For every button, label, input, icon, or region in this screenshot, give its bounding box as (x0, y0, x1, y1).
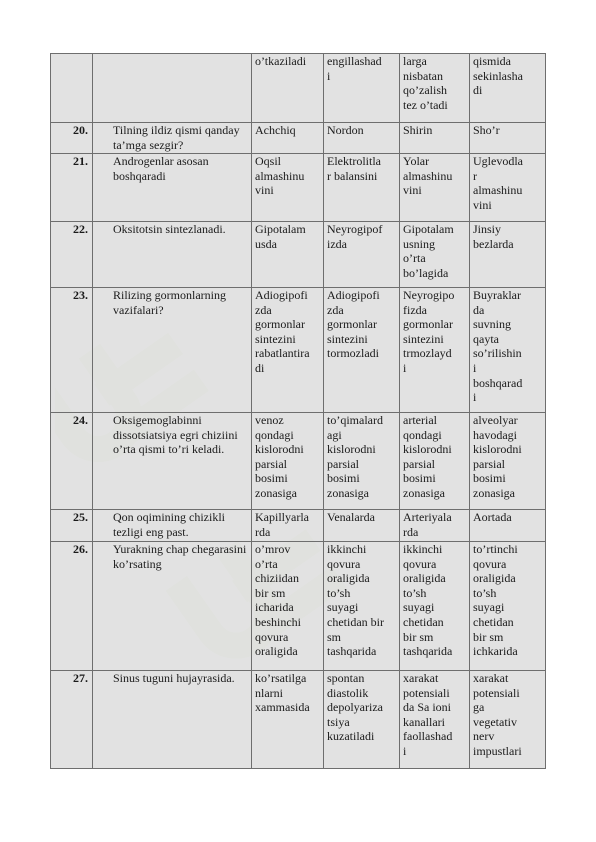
table-row (51, 510, 546, 542)
answer-d: Jinsiy bezlarda (470, 222, 546, 288)
answer-a: venoz qondagi kislorodni parsial bosimi zonasiga (252, 413, 324, 510)
answer-c: Arteriyala rda (400, 510, 470, 542)
answer-b: spontan diastolik depolyariza tsiya kuzatiladi (324, 671, 400, 769)
question-text (93, 54, 252, 123)
question-text: Sinus tuguni hujayrasida. (93, 671, 252, 769)
answer-c: ikkinchi qovura oraligida to’sh suyagi chetidan bir sm tashqarida (400, 542, 470, 671)
answer-b: Neyrogipof izda (324, 222, 400, 288)
answer-a: Adiogipofi zda gormonlar sintezini rabatlantira di (252, 288, 324, 413)
answer-d: qismida sekinlasha di (470, 54, 546, 123)
table-row (51, 54, 546, 123)
answer-b: Nordon (324, 123, 400, 154)
table-row (51, 671, 546, 769)
question-number (51, 54, 93, 123)
question-number: 21. (51, 154, 93, 222)
answer-a: Gipotalam usda (252, 222, 324, 288)
answer-b: ikkinchi qovura oraligida to’sh suyagi chetidan bir sm tashqarida (324, 542, 400, 671)
question-number: 26. (51, 542, 93, 671)
answer-a: Kapillyarla rda (252, 510, 324, 542)
answer-c: Shirin (400, 123, 470, 154)
question-text: Rilizing gormonlarning vazifalari? (93, 288, 252, 413)
answer-c: xarakat potensiali da Sa ioni kanallari faollashad i (400, 671, 470, 769)
table-row (51, 413, 546, 510)
answer-a: Achchiq (252, 123, 324, 154)
question-text: Qon oqimining chizikli tezligi eng past. (93, 510, 252, 542)
answer-c: Gipotalam usning o’rta bo’lagida (400, 222, 470, 288)
answer-d: alveolyar havodagi kislorodni parsial bosimi zonasiga (470, 413, 546, 510)
question-number: 27. (51, 671, 93, 769)
question-text: Tilning ildiz qismi qanday ta’mga sezgir? (93, 123, 252, 154)
table-row (51, 222, 546, 288)
answer-d: Uglevodla r almashinu vini (470, 154, 546, 222)
answer-d: Sho’r (470, 123, 546, 154)
question-number: 23. (51, 288, 93, 413)
answer-c: larga nisbatan qo’zalish tez o’tadi (400, 54, 470, 123)
answer-b: to’qimalard agi kislorodni parsial bosimi zonasiga (324, 413, 400, 510)
answer-a: o’mrov o’rta chiziidan bir sm icharida beshinchi qovura oraligida (252, 542, 324, 671)
question-text: Androgenlar asosan boshqaradi (93, 154, 252, 222)
answer-c: Yolar almashinu vini (400, 154, 470, 222)
table-row (51, 154, 546, 222)
answer-b: Adiogipofi zda gormonlar sintezini tormozladi (324, 288, 400, 413)
table-row (51, 542, 546, 671)
question-number: 20. (51, 123, 93, 154)
answer-c: arterial qondagi kislorodni parsial bosimi zonasiga (400, 413, 470, 510)
question-table (50, 53, 546, 769)
table-row (51, 123, 546, 154)
question-text: Yurakning chap chegarasini ko’rsating (93, 542, 252, 671)
answer-c: Neyrogipo fizda gormonlar sintezini trmozlayd i (400, 288, 470, 413)
answer-d: Aortada (470, 510, 546, 542)
question-number: 22. (51, 222, 93, 288)
answer-d: to’rtinchi qovura oraligida to’sh suyagi chetidan bir sm ichkarida (470, 542, 546, 671)
question-text: Oksigemoglabinni dissotsiatsiya egri chiziini o’rta qismi to’ri keladi. (93, 413, 252, 510)
answer-b: engillashad i (324, 54, 400, 123)
answer-d: Buyraklar da suvning qayta so’rilishin i boshqarad i (470, 288, 546, 413)
question-number: 24. (51, 413, 93, 510)
table-row (51, 288, 546, 413)
answer-b: Elektrolitla r balansini (324, 154, 400, 222)
answer-a: Oqsil almashinu vini (252, 154, 324, 222)
question-number: 25. (51, 510, 93, 542)
question-text: Oksitotsin sintezlanadi. (93, 222, 252, 288)
answer-b: Venalarda (324, 510, 400, 542)
answer-a: ko’rsatilga nlarni xammasida (252, 671, 324, 769)
answer-d: xarakat potensiali ga vegetativ nerv impustlari (470, 671, 546, 769)
answer-a: o’tkaziladi (252, 54, 324, 123)
